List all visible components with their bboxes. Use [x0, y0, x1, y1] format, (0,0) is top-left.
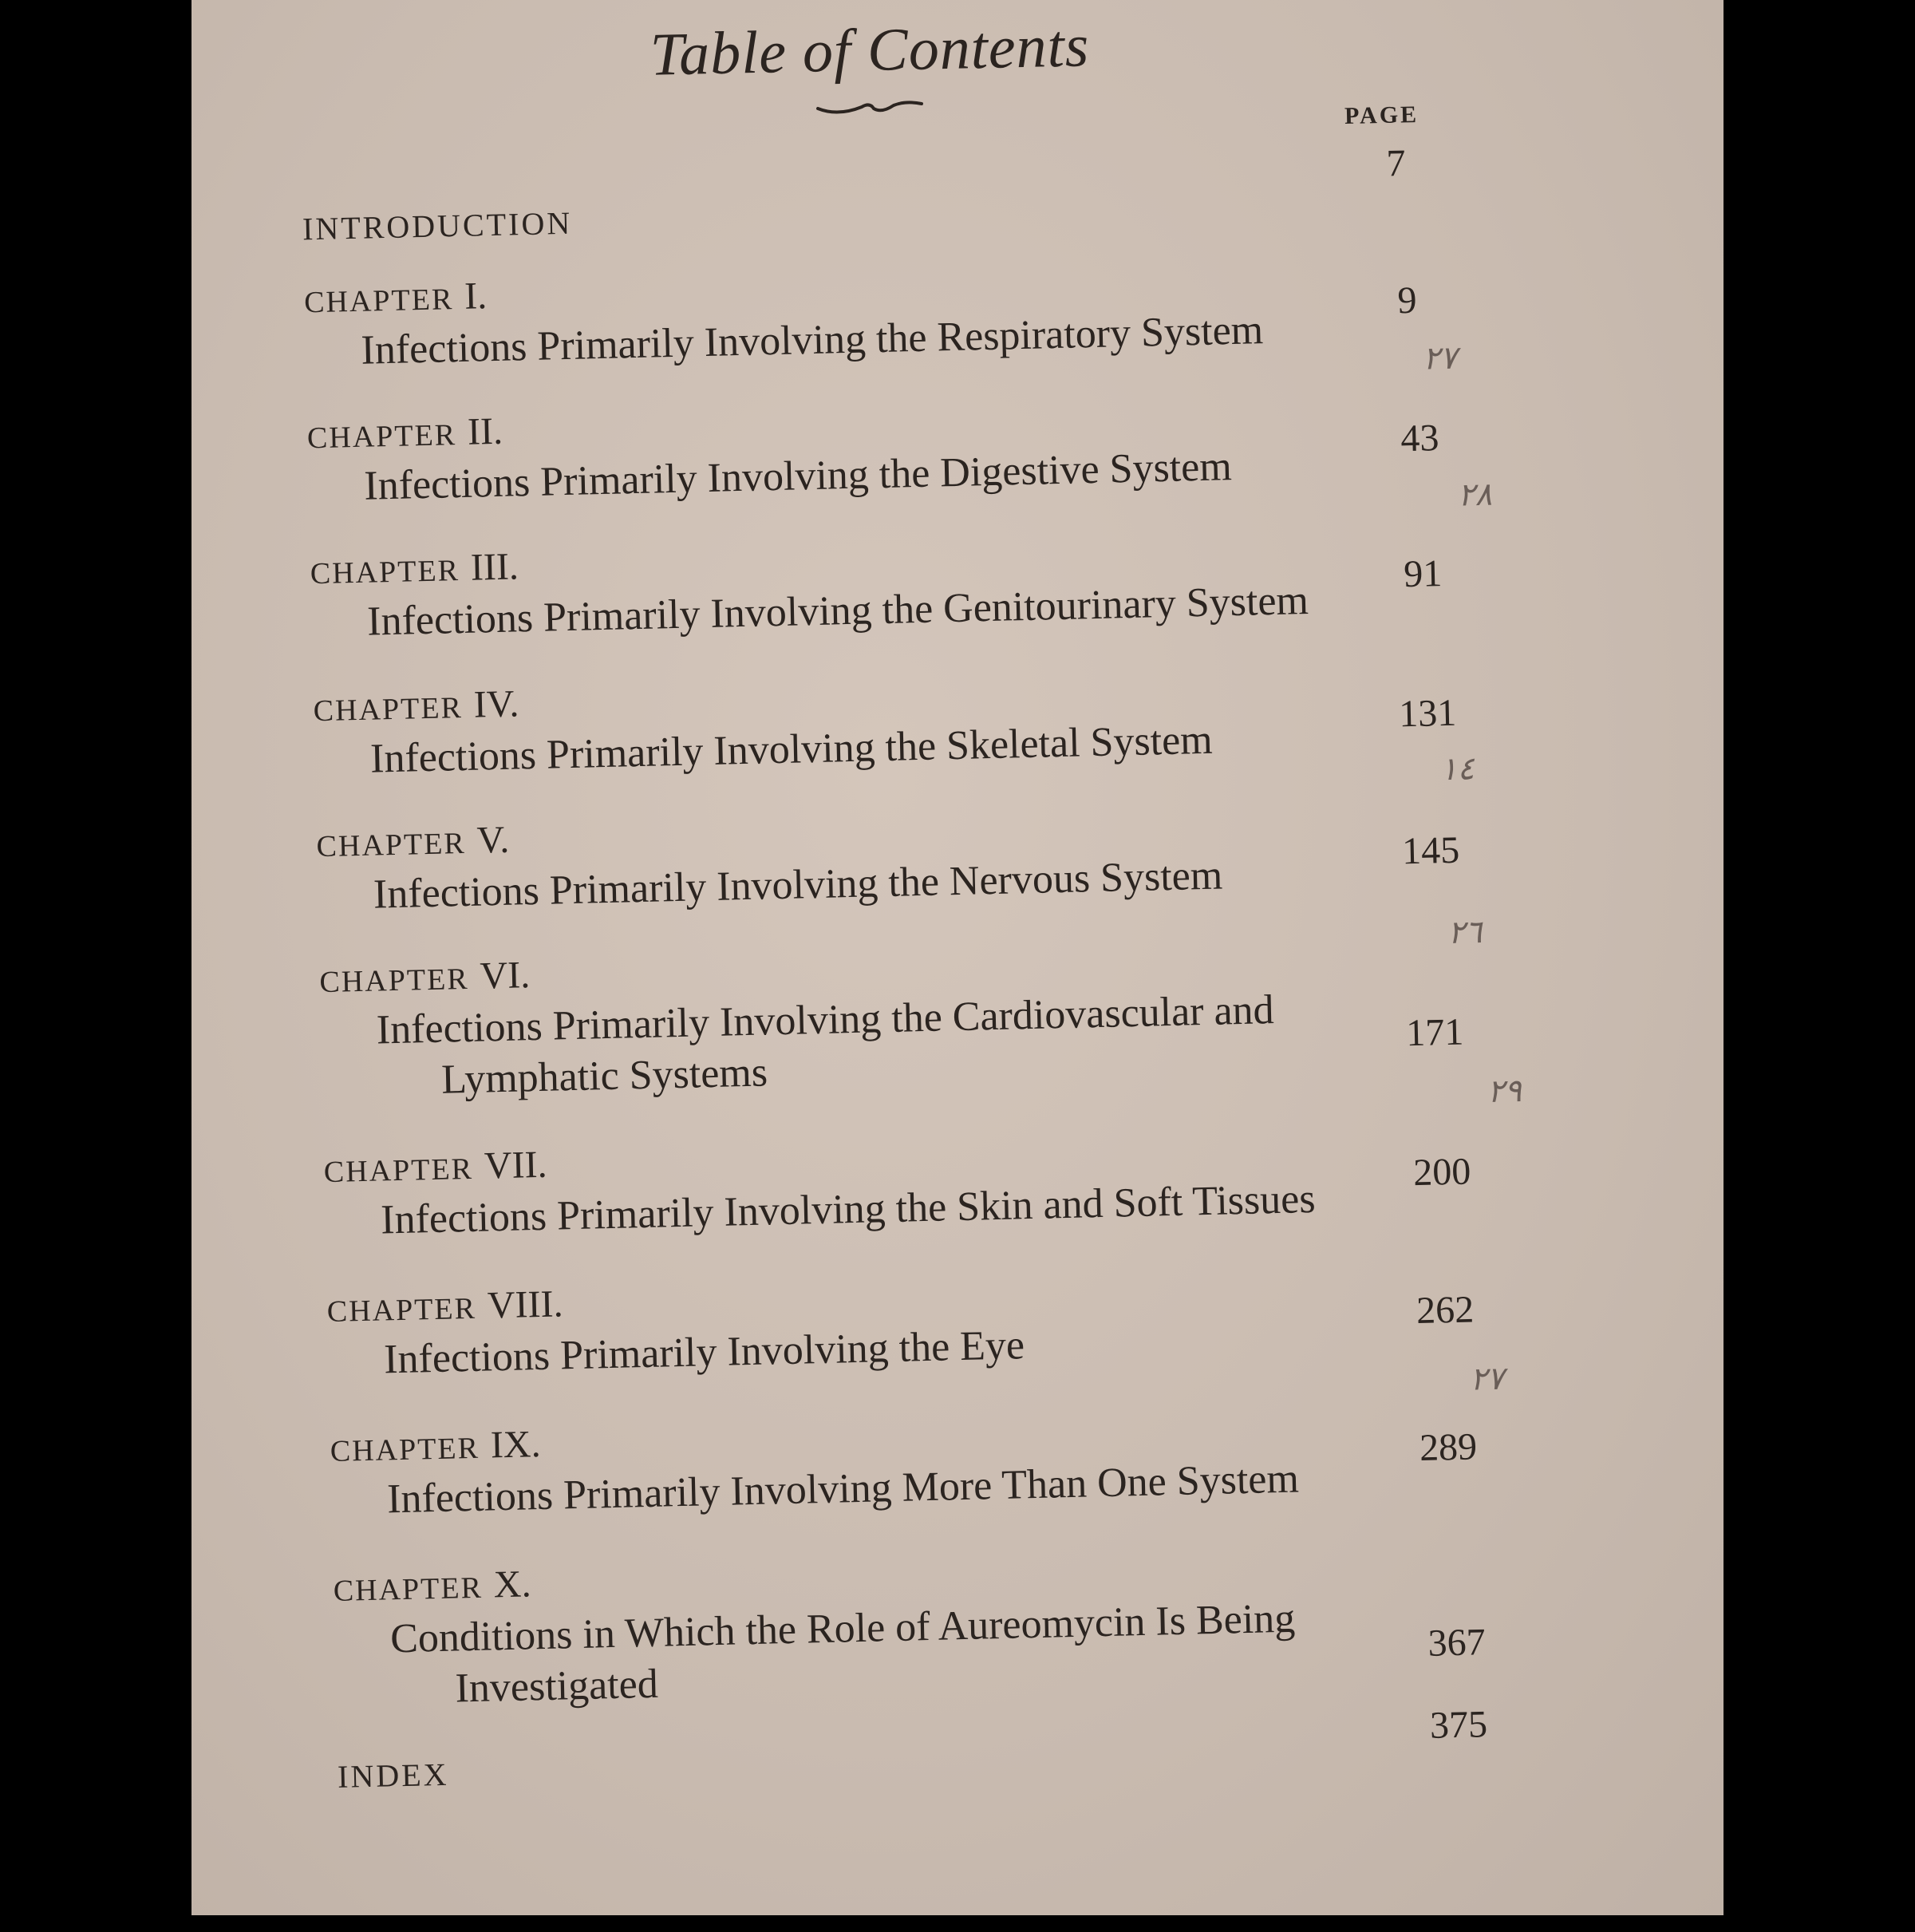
chapter-number: V.	[476, 818, 510, 862]
handwritten-mark: ٢٦	[1447, 914, 1483, 952]
chapter-label: CHAPTER	[319, 962, 470, 1000]
chapter-number: VIII.	[487, 1282, 564, 1327]
chapter-label: CHAPTER	[330, 1431, 480, 1468]
chapter-title-continuation: Lymphatic Systems	[440, 1049, 768, 1103]
handwritten-mark: ٢٧	[1422, 339, 1458, 377]
chapter-number: III.	[470, 545, 519, 589]
toc-entry-chapter-5	[316, 796, 1451, 922]
chapter-title: Infections Primarily Involving the Genitourinary System	[366, 577, 1309, 645]
book-page	[192, 0, 1724, 1915]
chapter-title: Conditions in Which the Role of Aureomycin Is Being	[389, 1595, 1296, 1662]
toc-entry-chapter-9	[330, 1401, 1464, 1527]
chapter-number: VI.	[479, 954, 531, 998]
handwritten-mark: ٢٩	[1487, 1073, 1522, 1110]
handwritten-mark: ٢٧	[1469, 1360, 1505, 1398]
page-column-header: PAGE	[1344, 101, 1419, 129]
chapter-number: IV.	[473, 682, 519, 726]
chapter-title: Infections Primarily Involving the Eye	[383, 1322, 1025, 1383]
index-label: INDEX	[337, 1756, 449, 1795]
chapter-label: CHAPTER	[323, 1152, 474, 1190]
chapter-page: 200	[1412, 1150, 1471, 1195]
chapter-label: CHAPTER	[316, 826, 467, 864]
chapter-page: 171	[1405, 1010, 1464, 1055]
chapter-number: VII.	[484, 1143, 548, 1187]
toc-entry-chapter-8	[326, 1262, 1461, 1387]
toc-entry-index	[338, 1732, 1471, 1796]
toc-entry-chapter-10	[333, 1541, 1469, 1717]
chapter-page: 91	[1403, 552, 1443, 596]
chapter-title-continuation: Investigated	[454, 1661, 659, 1712]
chapter-label: CHAPTER	[313, 690, 464, 729]
chapter-title: Infections Primarily Involving the Respiratory System	[360, 307, 1264, 373]
chapter-title: Infections Primarily Involving the Digestive System	[363, 444, 1233, 509]
table-of-contents	[170, 0, 1745, 1932]
chapter-label: CHAPTER	[303, 282, 454, 320]
toc-entry-chapter-1	[303, 252, 1438, 377]
chapter-title: Infections Primarily Involving the Nervous System	[373, 852, 1223, 918]
chapter-number: II.	[467, 409, 503, 453]
page-title: Table of Contents	[649, 12, 1091, 89]
chapter-title: Infections Primarily Involving the Skeletal System	[369, 717, 1214, 782]
toc-entry-chapter-7	[323, 1122, 1458, 1247]
chapter-page: 289	[1419, 1425, 1478, 1470]
chapter-page: 43	[1400, 417, 1439, 460]
chapter-number: I.	[464, 275, 488, 318]
chapter-title: Infections Primarily Involving the Skin and Soft Tissues	[380, 1175, 1317, 1243]
chapter-label: CHAPTER	[326, 1291, 477, 1329]
index-page: 375	[1429, 1703, 1488, 1747]
chapter-label: CHAPTER	[306, 418, 457, 456]
chapter-number: X.	[493, 1563, 532, 1606]
chapter-page: 262	[1416, 1288, 1475, 1333]
chapter-title: Infections Primarily Involving More Than One System	[386, 1456, 1300, 1523]
handwritten-mark: ١٤	[1439, 750, 1475, 788]
introduction-page: 7	[1385, 142, 1407, 185]
chapter-label: CHAPTER	[310, 554, 460, 591]
toc-entry-chapter-6	[319, 932, 1455, 1108]
chapter-number: IX.	[490, 1423, 542, 1467]
chapter-page: 9	[1396, 279, 1418, 322]
toc-entry-chapter-3	[310, 523, 1444, 649]
chapter-label: CHAPTER	[333, 1570, 484, 1608]
chapter-page: 131	[1398, 691, 1457, 736]
toc-entry-chapter-2	[306, 388, 1441, 513]
handwritten-mark: ٢٨	[1457, 476, 1493, 514]
introduction-label: INTRODUCTION	[302, 204, 573, 247]
toc-entry-introduction	[302, 184, 1436, 247]
chapter-title: Infections Primarily Involving the Cardiovascular and	[376, 987, 1275, 1053]
chapter-page: 367	[1427, 1621, 1487, 1665]
chapter-page: 145	[1401, 828, 1460, 873]
toc-entry-chapter-4	[313, 661, 1447, 786]
